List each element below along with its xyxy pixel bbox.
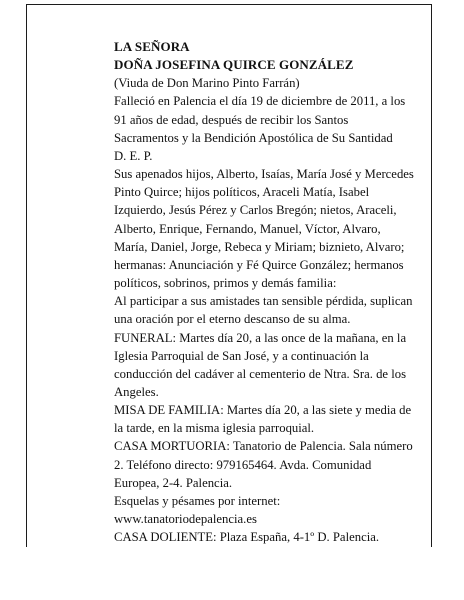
request-paragraph: Al participar a sus amistades tan sensible pérdida, suplican una oración por el eterno descanso de su alma. (114, 294, 413, 327)
frame-top-rule (26, 4, 432, 5)
funeral-paragraph: FUNERAL: Martes día 20, a las once de la mañana, en la Iglesia Parroquial de San José, y a continuación la conducción del cadáver al cementerio de Ntra. Sra. de los Angeles. (114, 330, 407, 399)
death-paragraph: Falleció en Palencia el día 19 de diciembre de 2011, a los 91 años de edad, después de recibir los Santos Sacramentos y la Bendición Apostólica de Su Santidad (114, 94, 406, 145)
deceased-name: DOÑA JOSEFINA QUIRCE GONZÁLEZ (114, 57, 354, 73)
notice-title-line1: LA SEÑORA (114, 39, 190, 54)
rip-text: D. E. P. (114, 148, 153, 163)
frame-left-rule (26, 4, 27, 547)
frame-right-rule (431, 4, 432, 547)
web-url-link[interactable]: www.tanatoriodepalencia.es (114, 512, 257, 527)
widow-note: (Viuda de Don Marino Pinto Farrán) (114, 76, 300, 91)
mourning-home-paragraph: CASA DOLIENTE: Plaza España, 4-1º D. Palencia. (114, 530, 380, 545)
web-label: Esquelas y pésames por internet: (114, 493, 281, 508)
family-mass-paragraph: MISA DE FAMILIA: Martes día 20, a las siete y media de la tarde, en la misma iglesia parroquial. (114, 403, 412, 436)
obituary-notice (114, 38, 414, 546)
mortuary-paragraph: CASA MORTUORIA: Tanatorio de Palencia. Sala número 2. Teléfono directo: 979165464. Avda. Comunidad Europea, 2-4. Palencia. (114, 439, 413, 490)
family-paragraph: Sus apenados hijos, Alberto, Isaías, María José y Mercedes Pinto Quirce; hijos políticos, Araceli Matía, Isabel Izquierdo, Jesús Pérez y Carlos Bregón; nietos, Araceli, Alberto, Enrique, Fernando, Manuel, Víctor, Alvaro, María, Daniel, Jorge, Rebeca y Miriam; biznieto, Alvaro; hermanas: Anunciación y Fé Quirce González; hermanos políticos, sobrinos, primos y demás familia: (114, 167, 414, 291)
